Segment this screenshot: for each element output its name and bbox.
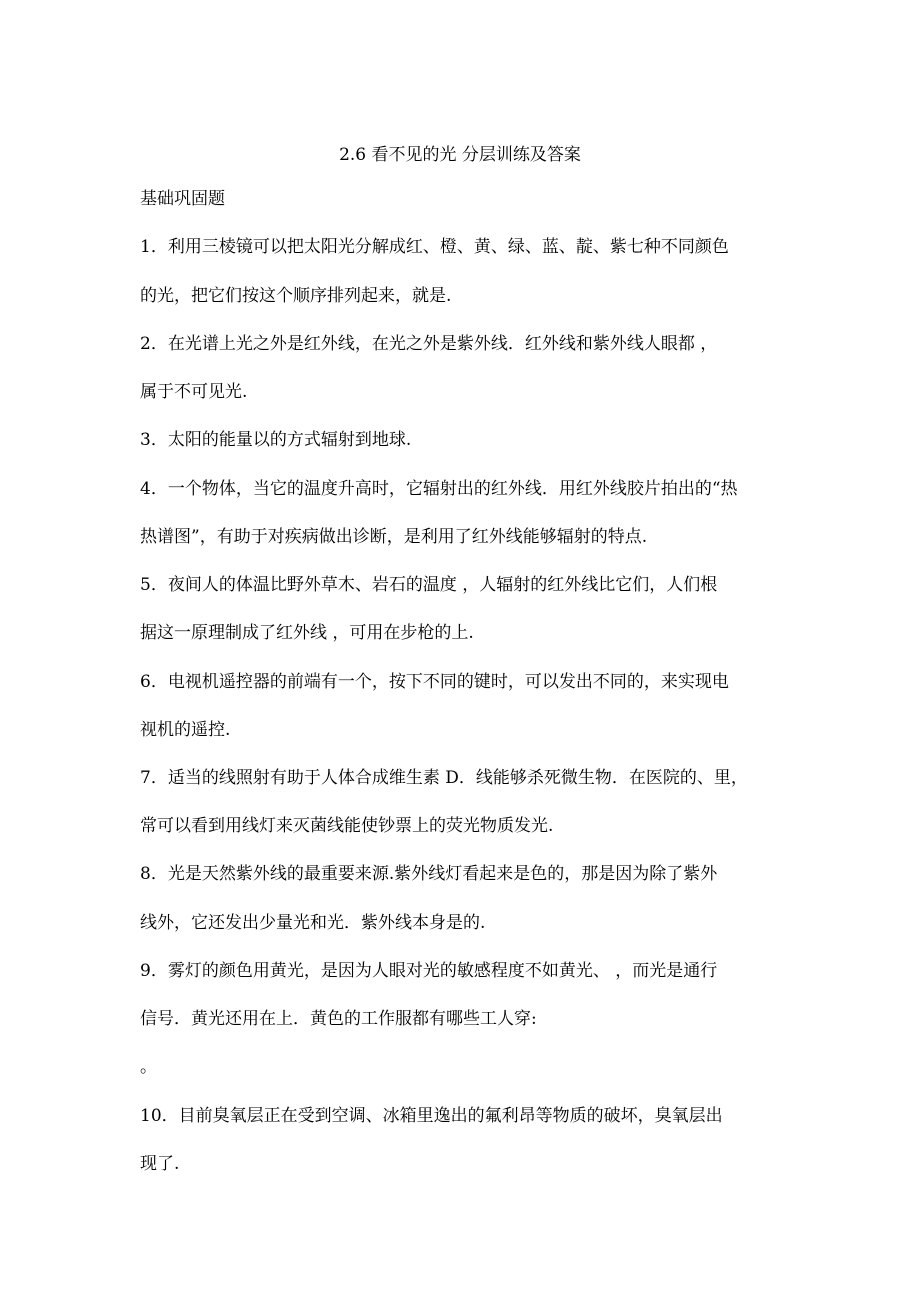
question-10-line-2: 现了.	[140, 1154, 180, 1174]
question-6-line-2: 视机的遥控.	[140, 720, 231, 740]
question-2-line-2: 属于不可见光.	[140, 382, 248, 402]
document-title: 2.6 看不见的光 分层训练及答案	[339, 145, 581, 165]
question-8-line-2: 线外，它还发出少量光和光．紫外线本身是的.	[140, 913, 486, 933]
question-1-line-1: 1．利用三棱镜可以把太阳光分解成红、橙、黄、绿、蓝、靛、紫七种不同颜色	[140, 237, 729, 257]
question-10-line-1: 10．目前臭氧层正在受到空调、冰箱里逸出的氟利昂等物质的破坏，臭氧层出	[140, 1106, 723, 1126]
question-8-line-1: 8．光是天然紫外线的最重要来源.紫外线灯看起来是色的，那是因为除了紫外	[140, 864, 718, 884]
question-7-line-2: 常可以看到用线灯来灭菌线能使钞票上的荧光物质发光.	[140, 816, 554, 836]
question-9-line-2: 信号．黄光还用在上．黄色的工作服都有哪些工人穿:	[140, 1009, 537, 1029]
question-9-line-1: 9．雾灯的颜色用黄光，是因为人眼对光的敏感程度不如黄光、 ，而光是通行	[140, 961, 718, 981]
question-5-line-2: 据这一原理制成了红外线 ，可用在步枪的上.	[140, 623, 474, 643]
question-4-line-2: 热谱图”，有助于对疾病做出诊断，是利用了红外线能够辐射的特点.	[140, 527, 648, 547]
question-2-line-1: 2．在光谱上光之外是红外线，在光之外是紫外线．红外线和紫外线人眼都 ，	[140, 334, 718, 354]
question-3-line-1: 3．太阳的能量以的方式辐射到地球.	[140, 430, 412, 450]
section-heading: 基础巩固题	[140, 189, 225, 209]
question-7-line-1: 7．适当的线照射有助于人体合成维生素 D．线能够杀死微生物．在医院的、里，	[140, 768, 748, 788]
question-5-line-1: 5．夜间人的体温比野外草木、岩石的温度 ，人辐射的红外线比它们，人们根	[140, 575, 718, 595]
question-4-line-1: 4．一个物体，当它的温度升高时，它辐射出的红外线．用红外线胶片拍出的“热	[140, 479, 738, 499]
question-6-line-1: 6．电视机遥控器的前端有一个，按下不同的键时，可以发出不同的，来实现电	[140, 672, 729, 692]
question-1-line-2: 的光，把它们按这个顺序排列起来，就是.	[140, 286, 452, 306]
question-9-line-3: 。	[140, 1057, 157, 1077]
